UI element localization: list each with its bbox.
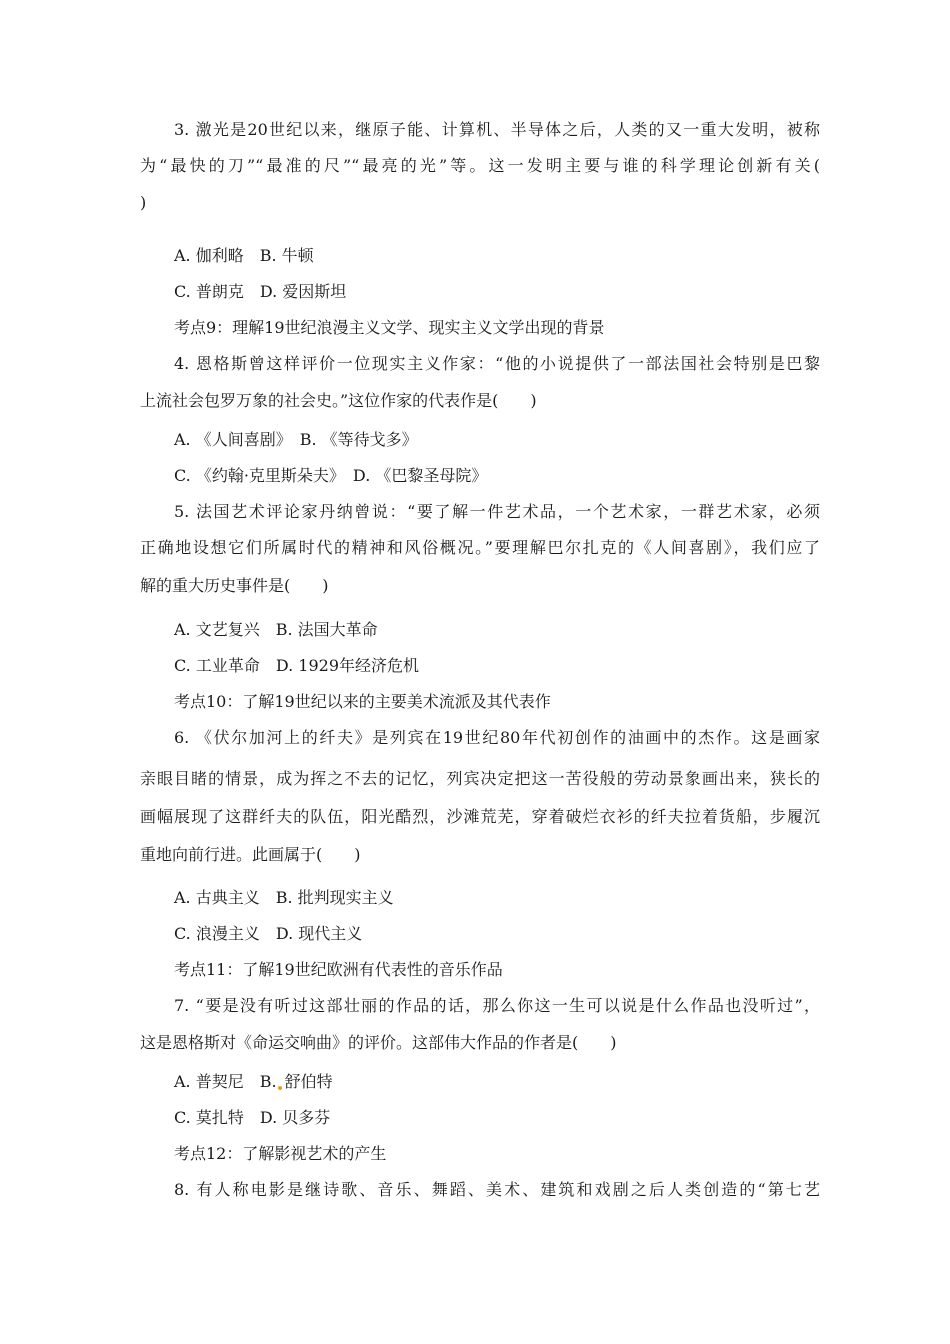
option-line [140, 466, 487, 486]
line-text: 考点12：了解影视艺术的产生 [174, 1144, 387, 1163]
line-text: 4. 恩格斯曾这样评价一位现实主义作家：“他的小说提供了一部法国社会特别是巴黎 [174, 354, 820, 373]
option-line [140, 246, 314, 266]
key-point-heading [140, 960, 503, 980]
line-text: 考点9：理解19世纪浪漫主义文学、现实主义文学出现的背景 [174, 318, 605, 337]
text-line [140, 193, 146, 213]
line-text: 重地向前行进。此画属于( ) [140, 845, 361, 864]
line-text: C. 工业革命 D. 1929年经济危机 [174, 656, 419, 675]
line-text: C. 浪漫主义 D. 现代主义 [174, 924, 363, 943]
line-text: ) [140, 193, 147, 212]
line-text: 8. 有人称电影是继诗歌、音乐、舞蹈、美术、建筑和戏剧之后人类创造的“第七艺 [174, 1180, 820, 1199]
line-text: 3. 激光是20世纪以来，继原子能、计算机、半导体之后，人类的又一重大发明，被称 [174, 120, 820, 139]
question-line [140, 1180, 820, 1200]
option-line [140, 620, 378, 640]
key-point-heading [140, 692, 551, 712]
line-text: C. 普朗克 D. 爱因斯坦 [174, 282, 347, 301]
key-point-heading [140, 1144, 386, 1164]
text-line [140, 576, 329, 596]
line-text: A. 古典主义 B. 批判现实主义 [174, 888, 394, 907]
line-text: A. 《人间喜剧》 B. 《等待戈多》 [174, 430, 418, 449]
line-text: 考点11：了解19世纪欧洲有代表性的音乐作品 [174, 960, 503, 979]
line-text: 5. 法国艺术评论家丹纳曾说：“要了解一件艺术品，一个艺术家，一群艺术家，必须 [174, 502, 820, 521]
line-text: 舒伯特 [284, 1072, 333, 1091]
line-text: A. 普契尼 B. [174, 1072, 277, 1091]
question-line [140, 120, 820, 140]
question-line [140, 354, 820, 374]
line-text: C. 《约翰·克里斯朵夫》 D. 《巴黎圣母院》 [174, 466, 488, 485]
option-line [140, 282, 346, 302]
line-text: C. 莫扎特 D. 贝多芬 [174, 1108, 331, 1127]
text-line [140, 845, 361, 865]
text-line [140, 156, 820, 176]
question-line [140, 996, 820, 1016]
text-line [140, 538, 820, 558]
option-line [140, 924, 362, 944]
line-text: 6. 《伏尔加河上的纤夫》是列宾在19世纪80年代初创作的油画中的杰作。这是画家 [174, 728, 820, 747]
line-text: 考点10：了解19世纪以来的主要美术流派及其代表作 [174, 692, 551, 711]
question-line [140, 728, 820, 748]
line-text: 正确地设想它们所属时代的精神和风俗概况。”要理解巴尔扎克的《人间喜剧》，我们应了 [140, 538, 820, 557]
option-line [140, 1072, 333, 1092]
question-line [140, 502, 820, 522]
option-line [140, 656, 419, 676]
line-text: 画幅展现了这群纤夫的队伍，阳光酷烈，沙滩荒芜，穿着破烂衣衫的纤夫拉着货船，步履沉 [140, 807, 820, 826]
line-text: 上流社会包罗万象的社会史。”这位作家的代表作是( ) [140, 391, 537, 410]
key-point-heading [140, 318, 605, 338]
text-line [140, 1033, 617, 1053]
option-line [140, 430, 418, 450]
text-line [140, 391, 537, 411]
text-line [140, 807, 820, 827]
line-text: 为“最快的刀”“最准的尺”“最亮的光”等。这一发明主要与谁的科学理论创新有关( [140, 156, 820, 175]
line-text: A. 伽利略 B. 牛顿 [174, 246, 314, 265]
text-line [140, 769, 820, 789]
option-line [140, 888, 394, 908]
mark-dot-icon [278, 1086, 282, 1090]
line-text: A. 文艺复兴 B. 法国大革命 [174, 620, 378, 639]
line-text: 解的重大历史事件是( ) [140, 576, 329, 595]
option-line [140, 1108, 330, 1128]
line-text: 7. “要是没有听过这部壮丽的作品的话，那么你这一生可以说是什么作品也没听过”， [174, 996, 820, 1015]
line-text: 亲眼目睹的情景，成为挥之不去的记忆，列宾决定把这一苦役般的劳动景象画出来，狭长的 [140, 769, 820, 788]
line-text: 这是恩格斯对《命运交响曲》的评价。这部伟大作品的作者是( ) [140, 1033, 617, 1052]
